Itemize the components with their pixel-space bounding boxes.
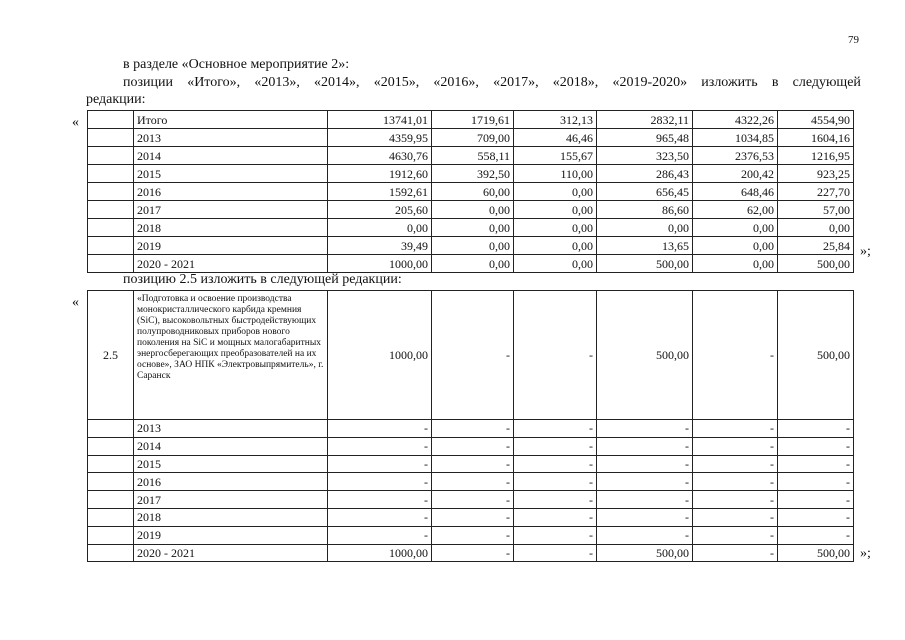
row-label: 2014: [134, 147, 328, 165]
table-cell: -: [514, 508, 597, 526]
intro-word: «Итого»,: [187, 75, 241, 90]
row-label: 2017: [134, 491, 328, 509]
table-cell: -: [432, 291, 514, 420]
table-cell: 2832,11: [597, 111, 693, 129]
table-cell: -: [514, 291, 597, 420]
table-cell: 4630,76: [328, 147, 432, 165]
page-number: 79: [848, 34, 859, 46]
intro-word: позиции: [123, 75, 173, 90]
table-cell: -: [778, 420, 854, 438]
table-cell: -: [693, 544, 778, 562]
table-cell: 0,00: [432, 219, 514, 237]
table-cell: -: [693, 420, 778, 438]
table-cell: -: [693, 473, 778, 491]
table-cell: -: [597, 420, 693, 438]
intro-word: «2014»,: [314, 75, 360, 90]
intro-word: «2019-2020»: [612, 75, 688, 90]
table-cell: 110,00: [514, 165, 597, 183]
table-cell: 0,00: [432, 201, 514, 219]
table-cell: -: [514, 455, 597, 473]
table-cell: -: [597, 473, 693, 491]
table-cell: 0,00: [693, 237, 778, 255]
row-label: 2014: [134, 437, 328, 455]
table-cell: -: [597, 491, 693, 509]
table-cell: 500,00: [778, 255, 854, 273]
table-cell: -: [693, 291, 778, 420]
intro-word: изложить: [701, 75, 758, 90]
table-cell: 4359,95: [328, 129, 432, 147]
table-cell: -: [778, 526, 854, 544]
table-row: [88, 544, 854, 562]
intro-word: «2017»,: [493, 75, 539, 90]
table-row: [88, 291, 854, 420]
table-cell: 4554,90: [778, 111, 854, 129]
row-label: 2020 - 2021: [134, 255, 328, 273]
row-label: 2018: [134, 508, 328, 526]
table-cell: 155,67: [514, 147, 597, 165]
table-cell: 227,70: [778, 183, 854, 201]
table-cell-empty: [88, 201, 134, 219]
table-cell: 0,00: [514, 237, 597, 255]
table-cell: 312,13: [514, 111, 597, 129]
table-cell-empty: [88, 473, 134, 491]
table-cell: 13,65: [597, 237, 693, 255]
table-cell: -: [597, 437, 693, 455]
intro-word: «2015»,: [373, 75, 420, 90]
table-cell: 965,48: [597, 129, 693, 147]
table-cell: 500,00: [778, 291, 854, 420]
position-description: «Подготовка и освоение производства монокристаллического карбида кремния (SiC), высоковольтных быстродействующих полупроводниковых приборов нового поколения на SiC и мощных малогабаритных энергосберегающих преобразователей на их основе», ЗАО НПК «Электровыпрямитель», г. Саранск: [134, 291, 328, 420]
table-cell-empty: [88, 491, 134, 509]
table-cell: -: [693, 526, 778, 544]
table-cell: -: [693, 508, 778, 526]
table-cell-empty: [88, 544, 134, 562]
table-cell: -: [328, 455, 432, 473]
intro-line-1: в разделе «Основное мероприятие 2»:: [123, 57, 350, 72]
table-cell: 0,00: [328, 219, 432, 237]
table-cell: 1719,61: [432, 111, 514, 129]
row-label: 2017: [134, 201, 328, 219]
table-cell-empty: [88, 255, 134, 273]
table-cell: 0,00: [693, 219, 778, 237]
table-cell: 0,00: [778, 219, 854, 237]
close-quote-1: »;: [860, 244, 871, 259]
table-cell-empty: [88, 219, 134, 237]
row-label: 2016: [134, 183, 328, 201]
table-row: [88, 473, 854, 491]
table-cell: 0,00: [514, 183, 597, 201]
table-cell: 0,00: [693, 255, 778, 273]
table-cell: 1216,95: [778, 147, 854, 165]
table-cell: 558,11: [432, 147, 514, 165]
table-row: [88, 147, 854, 165]
table-cell: 39,49: [328, 237, 432, 255]
table-cell: -: [778, 491, 854, 509]
table-cell: -: [432, 526, 514, 544]
table-cell: 500,00: [597, 291, 693, 420]
table-row: [88, 237, 854, 255]
table-cell-empty: [88, 526, 134, 544]
intro-line-2: [123, 75, 861, 91]
table-row: [88, 255, 854, 273]
table-cell-empty: [88, 111, 134, 129]
table-row: [88, 129, 854, 147]
table-cell: -: [514, 473, 597, 491]
position-code: 2.5: [88, 291, 134, 420]
table-main-activity-2: [87, 110, 854, 273]
row-label: 2013: [134, 129, 328, 147]
table-cell: 0,00: [514, 201, 597, 219]
table-cell: 648,46: [693, 183, 778, 201]
table-row: [88, 165, 854, 183]
table-row: [88, 455, 854, 473]
row-label: 2019: [134, 526, 328, 544]
table-cell: -: [778, 455, 854, 473]
table-cell: -: [432, 437, 514, 455]
table-cell: -: [328, 491, 432, 509]
intro-word: следующей: [792, 75, 861, 90]
table-cell: 0,00: [432, 255, 514, 273]
table-cell: 205,60: [328, 201, 432, 219]
table-cell: -: [432, 420, 514, 438]
table-cell: 0,00: [514, 255, 597, 273]
table-cell: -: [328, 420, 432, 438]
table-cell: 62,00: [693, 201, 778, 219]
table-cell: -: [432, 455, 514, 473]
table-cell: 1034,85: [693, 129, 778, 147]
table-row: [88, 183, 854, 201]
table-cell: 1912,60: [328, 165, 432, 183]
table-cell-empty: [88, 420, 134, 438]
row-label: 2013: [134, 420, 328, 438]
table-cell: 1000,00: [328, 291, 432, 420]
table-row: [88, 437, 854, 455]
table-cell: -: [328, 437, 432, 455]
table-cell: 286,43: [597, 165, 693, 183]
row-label: 2020 - 2021: [134, 544, 328, 562]
intro-word: «2013»,: [254, 75, 300, 90]
table-row: [88, 508, 854, 526]
table-cell: -: [778, 437, 854, 455]
table-cell: 25,84: [778, 237, 854, 255]
table-cell: 500,00: [597, 544, 693, 562]
table-cell: -: [514, 437, 597, 455]
table-position-2-5: [87, 290, 854, 562]
table-cell-empty: [88, 165, 134, 183]
table-cell: -: [597, 526, 693, 544]
open-quote-1: «: [72, 115, 79, 130]
table-cell: -: [778, 473, 854, 491]
table-cell: 500,00: [597, 255, 693, 273]
table-cell: 392,50: [432, 165, 514, 183]
row-label: Итого: [134, 111, 328, 129]
table-cell-empty: [88, 147, 134, 165]
table-cell: -: [693, 437, 778, 455]
table-cell-empty: [88, 437, 134, 455]
table-cell: 57,00: [778, 201, 854, 219]
row-label: 2019: [134, 237, 328, 255]
table-cell-empty: [88, 237, 134, 255]
table-cell: -: [328, 508, 432, 526]
table-cell: 500,00: [778, 544, 854, 562]
table-cell: -: [693, 491, 778, 509]
table-row: [88, 526, 854, 544]
table-cell: 709,00: [432, 129, 514, 147]
table-cell: 323,50: [597, 147, 693, 165]
table-cell: -: [597, 508, 693, 526]
table-cell: 46,46: [514, 129, 597, 147]
open-quote-2: «: [72, 295, 79, 310]
table-cell: 0,00: [597, 219, 693, 237]
table-cell: 1000,00: [328, 255, 432, 273]
table-cell: 923,25: [778, 165, 854, 183]
table-cell-empty: [88, 455, 134, 473]
table-cell: -: [693, 455, 778, 473]
table-cell: 1592,61: [328, 183, 432, 201]
table-cell: 1604,16: [778, 129, 854, 147]
table-cell: 200,42: [693, 165, 778, 183]
intro-word: «2018»,: [552, 75, 599, 90]
table-cell: -: [328, 473, 432, 491]
table-cell: 2376,53: [693, 147, 778, 165]
table-cell: 1000,00: [328, 544, 432, 562]
row-label: 2015: [134, 165, 328, 183]
intro-word: в: [771, 75, 779, 90]
table-cell-empty: [88, 183, 134, 201]
table-cell: -: [778, 508, 854, 526]
table-row: [88, 219, 854, 237]
section2-heading: позицию 2.5 изложить в следующей редакции:: [123, 272, 402, 287]
table-cell: -: [597, 455, 693, 473]
table-cell: 13741,01: [328, 111, 432, 129]
table-cell-empty: [88, 508, 134, 526]
table-cell: -: [432, 491, 514, 509]
table-cell: -: [432, 544, 514, 562]
table-cell: 60,00: [432, 183, 514, 201]
table-cell: -: [514, 526, 597, 544]
table-cell: 4322,26: [693, 111, 778, 129]
table-cell: -: [514, 491, 597, 509]
table-cell: 0,00: [432, 237, 514, 255]
table-cell: -: [514, 420, 597, 438]
table-cell: -: [328, 526, 432, 544]
intro-word: «2016»,: [433, 75, 479, 90]
table-row: [88, 201, 854, 219]
intro-line-3: редакции:: [86, 92, 146, 107]
table-cell: -: [432, 508, 514, 526]
table-row: [88, 491, 854, 509]
table-row: [88, 420, 854, 438]
row-label: 2018: [134, 219, 328, 237]
table-cell: 0,00: [514, 219, 597, 237]
row-label: 2015: [134, 455, 328, 473]
row-label: 2016: [134, 473, 328, 491]
table-cell: 656,45: [597, 183, 693, 201]
table-cell: -: [514, 544, 597, 562]
table-row: [88, 111, 854, 129]
close-quote-2: »;: [860, 546, 871, 561]
table-cell: 86,60: [597, 201, 693, 219]
table-cell: -: [432, 473, 514, 491]
table-cell-empty: [88, 129, 134, 147]
